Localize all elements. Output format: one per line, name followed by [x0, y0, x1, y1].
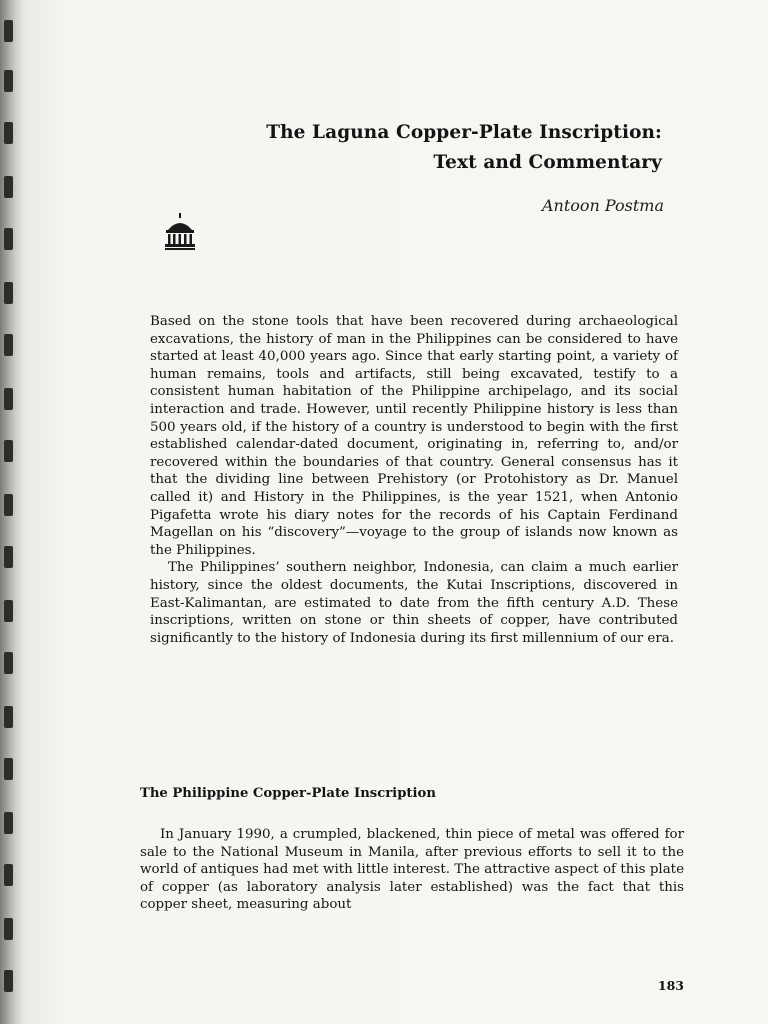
- body-paragraph-2: The Philippines’ southern neighbor, Indonesia, can claim a much earlier history, since the oldest documents, the Kutai Inscriptions, discovered in East-Kalimantan, are estimated to date from the fifth century A.D. These inscriptions, written on stone or thin sheets of copper, have contributed significantly to the history of Indonesia during its first millennium of our era.: [150, 560, 678, 646]
- introduction-text: [150, 313, 678, 647]
- museum-building-icon: [160, 212, 200, 252]
- article-title: [266, 118, 662, 178]
- title-line-2: Text and Commentary: [433, 152, 662, 173]
- section-heading: The Philippine Copper-Plate Inscription: [140, 786, 436, 801]
- body-paragraph-1: Based on the stone tools that have been recovered during archaeological excavations, the history of man in the Philippines can be considered to have started at least 40,000 years ago. Since that early starting point, a variety of human remains, tools and artifacts, still being excavated, testify to a consistent human habitation of the Philippine archipelago, and its social interaction and trade. However, until recently Philippine history is less than 500 years old, if the history of a country is understood to begin with the first established calendar-dated document, originating in, referring to, and/or recovered within the boundaries of that country. General consensus has it that the dividing line between Prehistory (or Protohistory as Dr. Manuel called it) and History in the Philippines, is the year 1521, when Antonio Pigafetta wrote his diary notes for the records of his Captain Ferdinand Magellan on his “discovery”—voyage to the group of islands now known as the Philippines.: [150, 314, 678, 558]
- title-line-1: The Laguna Copper-Plate Inscription:: [266, 122, 662, 143]
- spiral-binding: [0, 0, 22, 1024]
- page-number: 183: [657, 978, 684, 993]
- section-paragraph-1: In January 1990, a crumpled, blackened, thin piece of metal was offered for sale to the National Museum in Manila, after previous efforts to sell it to the world of antiques had met with little interest. The attractive aspect of this plate of copper (as laboratory analysis later established) was the fact that this copper sheet, measuring about: [140, 827, 684, 913]
- author-name: Antoon Postma: [541, 196, 664, 215]
